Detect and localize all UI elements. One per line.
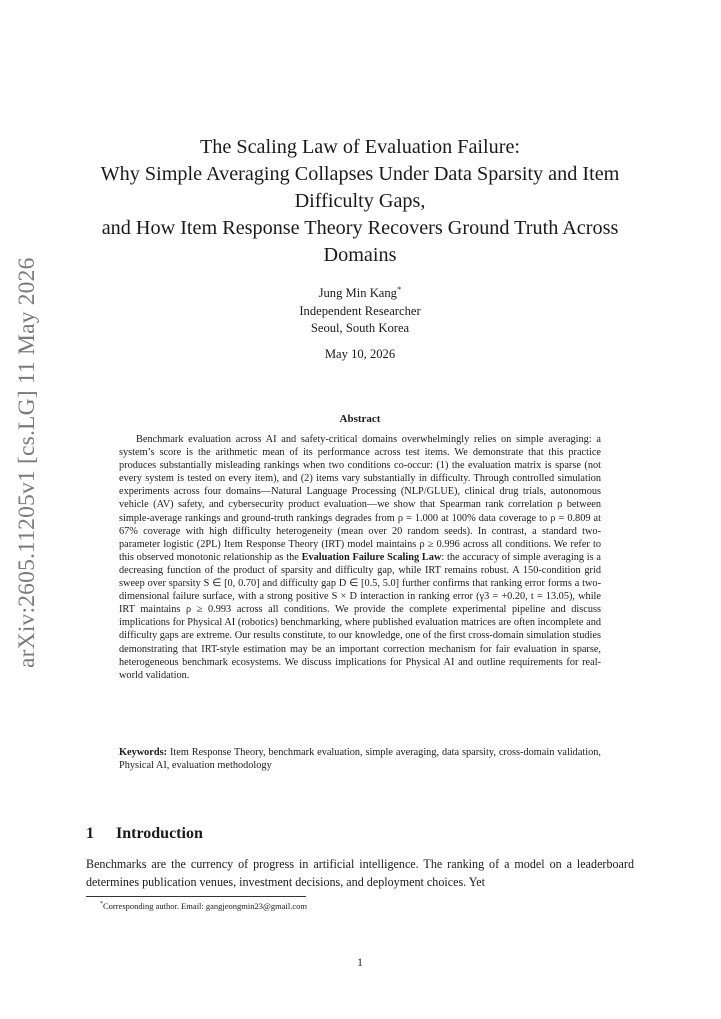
abstract-heading: Abstract — [339, 413, 381, 425]
keywords — [119, 746, 601, 772]
title-line: The Scaling Law of Evaluation Failure: — [199, 136, 521, 158]
paper-date: May 10, 2026 — [324, 347, 396, 361]
page-number: 1 — [357, 957, 363, 969]
keywords-label: Keywords: — [119, 747, 168, 758]
title-line: Domains — [323, 244, 397, 266]
scaling-law-term: Evaluation Failure Scaling Law — [301, 551, 442, 563]
introduction-text: Benchmarks are the currency of progress in artificial intelligence. The ranking of a model on a leaderboard determines publication venues, investment decisions, and deployment choices. Yet — [86, 857, 634, 889]
abstract-body: Benchmark evaluation across AI and safety-critical domains overwhelmingly relies on simple averaging: a system’s score is the arithmetic mean of its performance across test items. We demonstrate that this practice produces substantially misleading rankings when two conditions co-occur: (1) the evaluation matrix is sparse (not every system is tested on every item), and (2) items vary substantially in difficulty. Through controlled simulation experiments across four domains—Natural Language Processing (NLP/GLUE), clinical drug trials, autonomous vehicle (AV) safety, and cybersecurity product evaluation—we show that Spearman rank correlation ρ between simple-average rankings and ground-truth rankings degrades from ρ = 1.000 at 100% data coverage to ρ = 0.809 at 67% coverage with high difficulty heterogeneity (mean over 20 random seeds). In contrast, a standard two-parameter logistic (2PL) Item Response Theory (IRT) model maintains ρ ≥ 0.996 across all conditions. We refer to this observed monotonic relationship as the Evaluation Failure Scaling Law: the accuracy of simple averaging is a decreasing function of the product of sparsity and difficulty gap, while IRT remains robust. A 150-condition grid sweep over sparsity S ∈ [0, 0.70] and difficulty gap D ∈ [0.5, 5.0] further confirms that ranking error forms a two-dimensional failure surface, with a strong positive S × D interaction in ranking error (γ3 = +0.20, t = 13.05), while IRT maintains ρ ≥ 0.993 across all conditions. We provide the complete experimental pipeline and discuss implications for Physical AI (robotics) benchmarking, where published evaluation matrices are often incomplete and difficulty gaps are extreme. Our results constitute, to our knowledge, one of the first cross-domain simulation studies demonstrating that IRT-style estimation may be an important correction mechanism for fair evaluation in sparse, heterogeneous benchmark ecosystems. We discuss implications for Physical AI and outline requirements for real-world validation. — [119, 434, 602, 681]
footnote-text: Corresponding author. Email: gangjeongmin23@gmail.com — [102, 901, 307, 911]
section-number: 1 — [86, 825, 94, 842]
author-footnote-mark: * — [396, 283, 402, 294]
paper-title — [80, 134, 640, 269]
section-title: Introduction — [116, 825, 203, 842]
footnote-mark: * — [100, 901, 103, 908]
author-location: Seoul, South Korea — [310, 321, 410, 335]
title-line: Why Simple Averaging Collapses Under Data Sparsity and Item — [100, 163, 620, 185]
title-line: Difficulty Gaps, — [294, 190, 426, 212]
footnote — [100, 901, 630, 912]
arxiv-identifier: arXiv:2605.11205v1 [cs.LG] 11 May 2026 — [14, 257, 40, 668]
keywords-text: Item Response Theory, benchmark evaluation, simple averaging, data sparsity, cross-domain validation, Physical AI, evaluation methodology — [119, 747, 601, 772]
section-heading — [86, 825, 203, 843]
footnote-divider — [86, 896, 306, 897]
title-line: and How Item Response Theory Recovers Ground Truth Across — [101, 217, 619, 239]
author-name: Jung Min Kang* — [318, 283, 402, 300]
author-affiliation: Independent Researcher — [299, 303, 421, 318]
author-block — [200, 285, 520, 338]
